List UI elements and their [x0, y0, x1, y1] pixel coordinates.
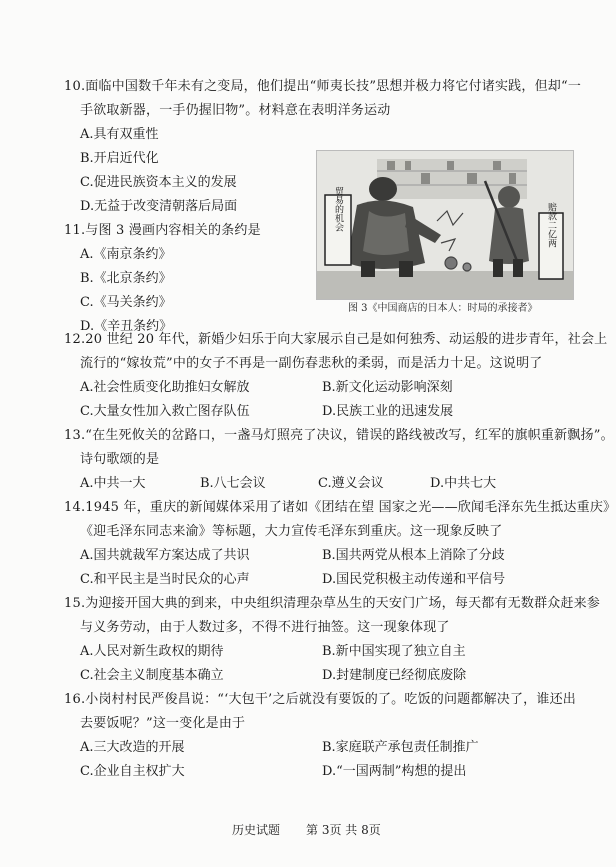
q15-option-c: C.社会主义制度基本确立 [80, 668, 224, 683]
q16-option-c: C.企业自主权扩大 [80, 764, 185, 779]
q13-option-b: B.八七会议 [200, 476, 266, 491]
q10-stem-line2: 手欲取新器，一手仍握旧物”。材料意在表明洋务运动 [80, 103, 391, 118]
q16-option-a: A.三大改造的开展 [80, 740, 185, 755]
q13-option-a: A.中共一大 [80, 476, 146, 491]
right-sign-text: 赔款二亿两 [546, 202, 556, 248]
q15-stem-line2: 与义务劳动，由于人数过多，不得不进行抽签。这一现象体现了 [80, 620, 450, 635]
q13-stem-line2: 诗句歌颂的是 [80, 452, 160, 467]
q15-option-b: B.新中国实现了独立自主 [322, 644, 466, 659]
q11-option-c: C.《马关条约》 [80, 295, 172, 310]
q10-stem-line1: 10.面临中国数千年未有之变局，他们提出“师夷长技”思想并极力将它付诸实践，但却“一 [64, 79, 582, 94]
figure-caption: 图 3《中国商店的日本人：时局的承接者》 [348, 303, 538, 314]
footer-subject: 历史试题 [232, 823, 281, 837]
q14-option-b: B.国共两党从根本上消除了分歧 [322, 548, 505, 563]
cartoon-illustration [317, 151, 573, 299]
q14-option-c: C.和平民主是当时民众的心声 [80, 572, 250, 587]
q10-option-a: A.具有双重性 [80, 127, 159, 142]
q15-option-a: A.人民对新生政权的期待 [80, 644, 224, 659]
q12-option-a: A.社会性质变化助推妇女解放 [80, 380, 250, 395]
q10-option-d: D.无益于改变清朝落后局面 [80, 199, 238, 214]
q12-stem-line1: 12.20 世纪 20 年代，新婚少妇乐于向大家展示自己是如何独秀、动运般的进步青年，社会上 [64, 332, 608, 347]
q15-option-d: D.封建制度已经彻底废除 [322, 668, 467, 683]
q10-option-b: B.开启近代化 [80, 151, 159, 166]
left-sign-text: 贸易的机会 [333, 186, 343, 232]
q11-option-d: D.《辛丑条约》 [80, 319, 173, 334]
q15-stem-line1: 15.为迎接开国大典的到来，中央组织清理杂草丛生的天安门广场，每天都有无数群众赶来参 [64, 596, 601, 611]
q16-stem-line2: 去要饭呢？”这一变化是由于 [80, 716, 246, 731]
q16-option-d: D.“一国两制”构想的提出 [322, 764, 467, 779]
cartoon-figure [316, 150, 574, 300]
q16-stem-line1: 16.小岗村村民严俊昌说：“‘大包干’之后就没有要饭的了。吃饭的问题都解决了，谁还出 [64, 692, 576, 707]
q11-option-b: B.《北京条约》 [80, 271, 172, 286]
q14-stem-line2: 《迎毛泽东同志来渝》等标题，大力宣传毛泽东到重庆。这一现象反映了 [80, 524, 503, 539]
q16-option-b: B.家庭联产承包责任制推广 [322, 740, 479, 755]
q12-option-b: B.新文化运动影响深刻 [322, 380, 453, 395]
q14-stem-line1: 14.1945 年，重庆的新闻媒体采用了诸如《团结在望 国家之光——欣闻毛泽东先生抵达重庆》 [64, 500, 616, 515]
q10-option-c: C.促进民族资本主义的发展 [80, 175, 237, 190]
q13-option-c: C.遵义会议 [318, 476, 384, 491]
q12-option-c: C.大量女性加入救亡图存队伍 [80, 404, 250, 419]
q11-stem-line1: 11.与图 3 漫画内容相关的条约是 [64, 223, 261, 238]
q14-option-d: D.国民党积极主动传递和平信号 [322, 572, 506, 587]
footer-page-number: 第 3页 共 8页 [306, 823, 381, 837]
q13-stem-line1: 13.“在生死攸关的岔路口，一盏马灯照亮了决议，错误的路线被改写，红军的旗帜重新飘扬”。 [64, 428, 614, 443]
q11-option-a: A.《南京条约》 [80, 247, 172, 262]
q13-option-d: D.中共七大 [430, 476, 497, 491]
q14-option-a: A.国共就裁军方案达成了共识 [80, 548, 250, 563]
q12-option-d: D.民族工业的迅速发展 [322, 404, 454, 419]
q12-stem-line2: 流行的“嫁妆荒”中的女子不再是一副伤春悲秋的柔弱，而是活力十足。这说明了 [80, 356, 543, 371]
